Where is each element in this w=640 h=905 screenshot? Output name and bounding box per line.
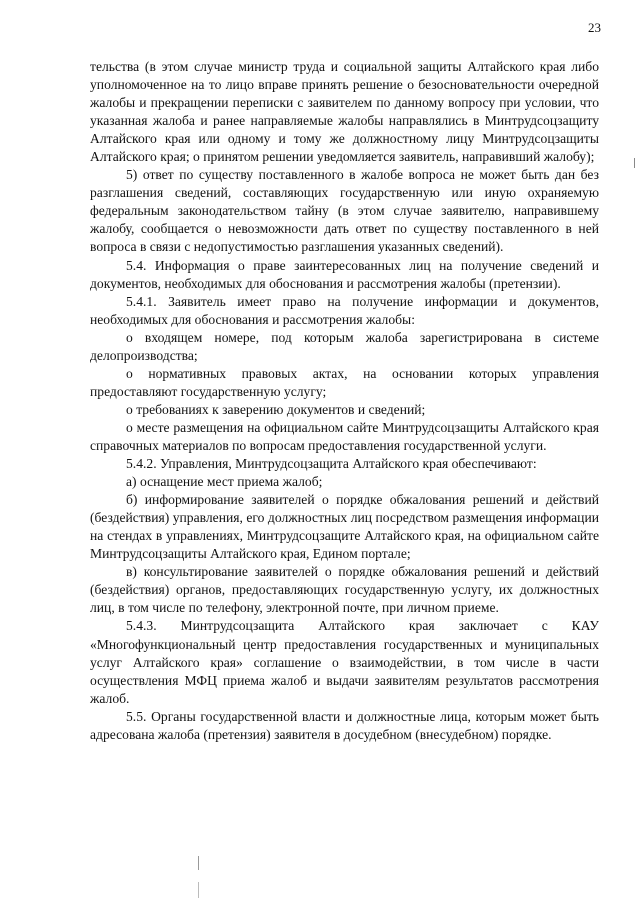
paragraph-list-item-b: б) информирование заявителей о порядке обжалования решений и действий (бездействия) управления, его должностных лиц посредством размещения информации на стендах в управлениях, Минтрудсоцзащите Алтайского края, на официальном сайте Минтрудсоцзащиты Алтайского края, Едином портале;	[90, 492, 599, 562]
scan-artifact-line	[198, 856, 199, 870]
paragraph-item-5: 5) ответ по существу поставленного в жалобе вопроса не может быть дан без разглашения сведений, составляющих государственную или иную охраняемую федеральным законодательством тайну (в этом случае заявителю, направившему жалобу, сообщается о невозможности дать ответ по существу поставленного в ней вопроса в связи с недопустимостью разглашения указанных сведений).	[90, 167, 599, 255]
paragraph-list-item: о входящем номере, под которым жалоба зарегистрирована в системе делопроизводства;	[90, 329, 599, 363]
scan-artifact-line	[634, 158, 635, 168]
document-body	[90, 58, 599, 744]
paragraph-section-5-4-1: 5.4.1. Заявитель имеет право на получение информации и документов, необходимых для обоснования и рассмотрения жалобы:	[90, 293, 599, 327]
paragraph-list-item: о месте размещения на официальном сайте Минтрудсоцзащиты Алтайского края справочных материалов по вопросам предоставления государственной услуги.	[90, 419, 599, 453]
page-number: 23	[588, 20, 601, 35]
paragraph-section-5-4: 5.4. Информация о праве заинтересованных лиц на получение сведений и документов, необходимых для обоснования и рассмотрения жалобы (претензии).	[90, 257, 599, 291]
paragraph-section-5-4-2: 5.4.2. Управления, Минтрудсоцзащита Алтайского края обеспечивают:	[126, 456, 537, 472]
paragraph-section-5-5: 5.5. Органы государственной власти и должностные лица, которым может быть адресована жалоба (претензия) заявителя в досудебном (внесудебном) порядке.	[90, 708, 599, 742]
paragraph-list-item: о нормативных правовых актах, на основании которых управления предоставляют государственную услугу;	[90, 365, 599, 399]
paragraph-section-5-4-3: 5.4.3. Минтрудсоцзащита Алтайского края заключает с КАУ «Многофункциональный центр предоставления государственных и муниципальных услуг Алтайского края» соглашение о взаимодействии, в том числе в части осуществления МФЦ приема жалоб и выдачи заявителям результатов рассмотрения жалоб.	[90, 618, 599, 706]
paragraph-list-item: о требованиях к заверению документов и сведений;	[126, 401, 426, 417]
paragraph-list-item-a: а) оснащение мест приема жалоб;	[126, 474, 323, 490]
scan-artifact-line	[198, 882, 199, 898]
paragraph-continuation: тельства (в этом случае министр труда и социальной защиты Алтайского края либо уполномоченное на то лицо вправе принять решение о безосновательности очередной жалобы и прекращении переписки с заявителем по данному вопросу при условии, что указанная жалоба и ранее направляемые жалобы направлялись в Минтрудсоцзащиту Алтайского края или одному и тому же должностному лицу Минтрудсоцзащиты Алтайского края; о принятом решении уведомляется заявитель, направивший жалобу);	[90, 59, 599, 165]
paragraph-list-item-v: в) консультирование заявителей о порядке обжалования решений и действий (бездействия) органов, предоставляющих государственную услугу, их должностных лиц, в том числе по телефону, электронной почте, при личном приеме.	[90, 564, 599, 616]
